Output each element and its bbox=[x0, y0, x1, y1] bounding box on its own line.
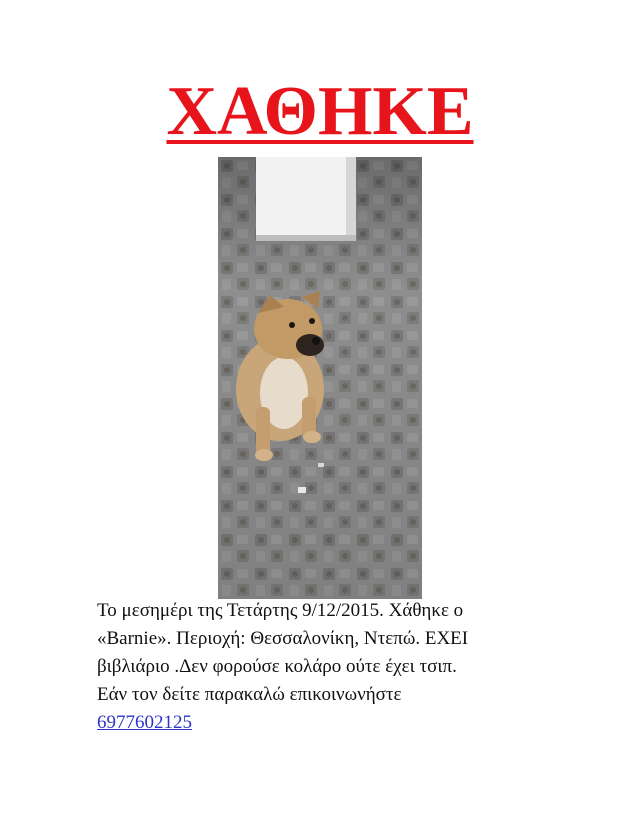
poster-title-text: ΧΑΘΗΚΕ bbox=[166, 73, 474, 150]
phone-link[interactable]: 6977602125 bbox=[97, 712, 192, 733]
dog-photo-illustration bbox=[218, 157, 422, 599]
description-line: Το μεσημέρι της Τετάρτης 9/12/2015. Χάθηκε ο bbox=[97, 600, 464, 621]
dog-photo bbox=[218, 157, 422, 599]
poster-title bbox=[0, 72, 640, 152]
description-line: βιβλιάριο .Δεν φορούσε κολάρο ούτε έχει τσιπ. bbox=[97, 656, 457, 677]
description-text bbox=[97, 597, 567, 737]
description-line: «Barnie». Περιοχή: Θεσσαλονίκη, Ντεπώ. ΕΧΕΙ bbox=[97, 628, 469, 649]
description-line: Εάν τον δείτε παρακαλώ επικοινωνήστε bbox=[97, 684, 402, 705]
